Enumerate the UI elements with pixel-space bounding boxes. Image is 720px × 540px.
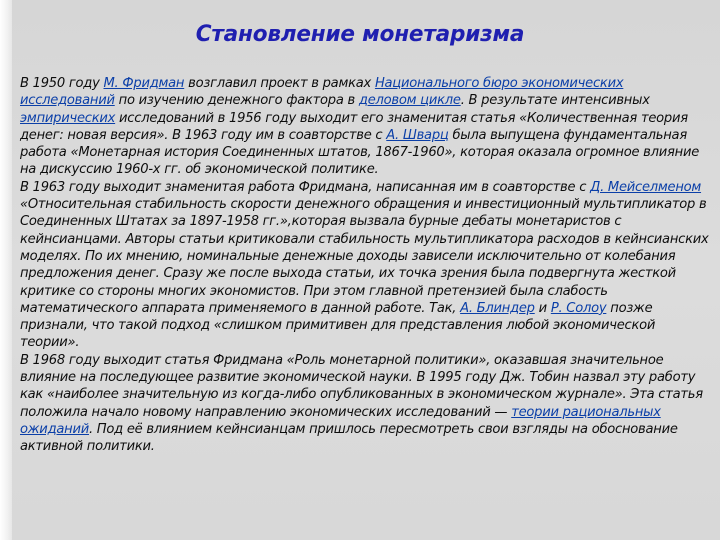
slide-title: Становление монетаризма (195, 22, 525, 47)
paragraph-text: была выпущена фундаментальная работа «Монетарная история Соединенных штатов, 1867-1960», которая оказала огромное влияние на дискуссию 1960-х гг. об экономической политике. (20, 127, 700, 178)
link-a-blinder[interactable]: А. Блиндер (460, 300, 535, 316)
paragraph-text: В 1968 году выходит статья Фридмана «Роль монетарной политики», оказавшая значительное влияние на последующее развитие экономической науки. В 1995 году Дж. Тобин назвал эту работу как «наиболее значительную из когда-либо опубликованных в экономическом журнале». Эта статья положила начало новому направлению экономических исследований — (20, 352, 703, 420)
link-nber[interactable]: Национального бюро экономических исследований (20, 76, 624, 109)
slide-left-band (0, 0, 12, 540)
link-empirical[interactable]: эмпирических (20, 110, 116, 126)
paragraph-text: позже признали, что такой подход «слишком примитивен для представления любой экономической теории». (20, 300, 656, 351)
slide-body (20, 75, 710, 456)
body-paragraph (20, 75, 710, 179)
link-d-meiselman[interactable]: Д. Мейселменом (590, 179, 702, 195)
paragraph-text: . В результате интенсивных (460, 93, 650, 109)
link-a-schwartz[interactable]: А. Шварц (386, 127, 449, 143)
link-r-solow[interactable]: Р. Солоу (550, 300, 607, 316)
paragraph-text: . Под её влиянием кейнсианцам пришлось пересмотреть свои взгляды на обоснование активной политики. (20, 421, 678, 455)
paragraph-text: по изучению денежного фактора в (114, 93, 359, 109)
body-paragraph (20, 352, 710, 456)
paragraph-text: возглавил проект в рамках (184, 76, 375, 91)
paragraph-text: исследований в 1956 году выходит его знаменитая статья «Количественная теория денег: новая версия». В 1963 году им в соавторстве с (20, 110, 688, 143)
paragraph-text: В 1963 году выходит знаменитая работа Фридмана, написанная им в соавторстве с (20, 179, 591, 195)
link-rational-expectations[interactable]: теории рациональных ожиданий (20, 404, 661, 437)
link-m-friedman[interactable]: М. Фридман (103, 76, 185, 91)
body-paragraph (20, 179, 710, 352)
paragraph-text: «Относительная стабильность скорости денежного обращения и инвестиционный мультипликатор в Соединенных Штатах за 1897-1958 гг.»,которая вызвала бурные дебаты монетаристов с кейнсианцами. Авторы статьи критиковали стабильность мультипликатора расходов в кейнсианских моделях. По их мнению, номинальные денежные доходы зависели исключительно от колебания предложения денег. Сразу же после выхода статьи, их точка зрения была подвергнута жесткой критике со стороны многих экономистов. При этом главной претензией была слабость математического аппарата применяемого в данной работе. Так, (20, 197, 709, 316)
paragraph-text: В 1950 году (20, 76, 104, 91)
paragraph-text: и (534, 300, 551, 316)
link-business-cycle[interactable]: деловом цикле (358, 93, 461, 109)
